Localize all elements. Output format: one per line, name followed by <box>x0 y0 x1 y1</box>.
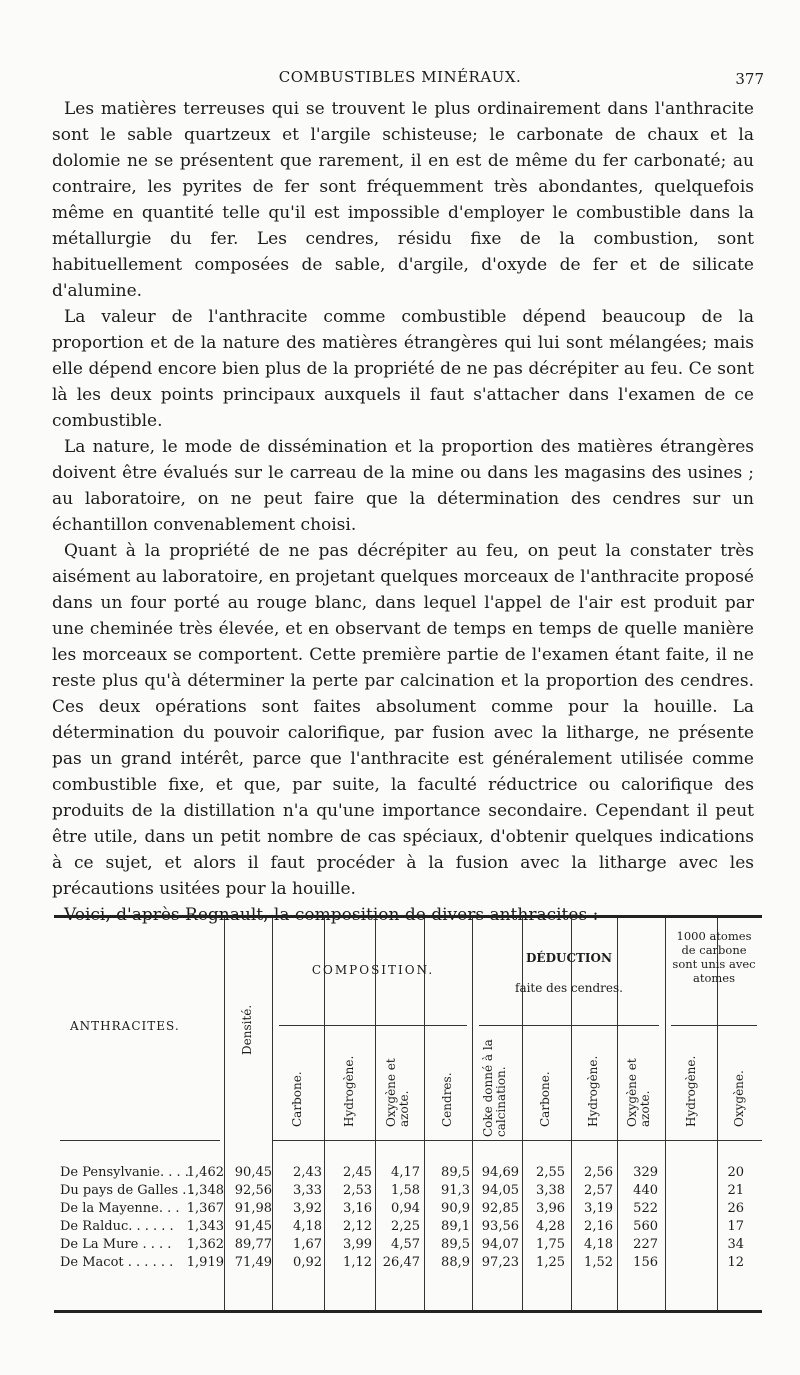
column-header-deduction-hydrogene: Hydrogène. <box>586 1055 600 1127</box>
cell-deduction-oxygene-azote: 2,56 <box>584 1165 613 1180</box>
cell-deduction-hydrogene: 3,96 <box>536 1201 565 1216</box>
cell-atomes-hydrogene: 329 <box>633 1165 658 1180</box>
table-row <box>54 1201 762 1218</box>
cell-deduction-carbone: 94,07 <box>481 1237 519 1252</box>
table-top-rule <box>54 915 762 918</box>
cell-coke: 89,1 <box>441 1219 470 1234</box>
column-header-anthracites: ANTHRACITES. <box>70 1019 180 1033</box>
cell-oxygene-azote: 2,45 <box>343 1165 372 1180</box>
cell-carbone: 91,45 <box>234 1219 272 1234</box>
cell-atomes-oxygene: 20 <box>727 1165 744 1180</box>
cell-coke: 88,9 <box>441 1255 470 1270</box>
cell-cendres: 4,57 <box>391 1237 420 1252</box>
group-rule <box>279 1025 467 1026</box>
cell-deduction-carbone: 93,56 <box>481 1219 519 1234</box>
row-name: De La Mure . . . . <box>60 1237 172 1252</box>
cell-atomes-oxygene: 17 <box>727 1219 744 1234</box>
cell-oxygene-azote: 2,53 <box>343 1183 372 1198</box>
paragraph: Quant à la propriété de ne pas décrépiter au feu, on peut la constater très aisément au laboratoire, en projetant quelques morceaux de l'anthracite proposé dans un four porté au rouge blanc, dans lequel l'appel de l'air est produit par une cheminée très élevée, et en observant de temps en temps de quelle manière les morceaux se comportent. Cette première partie de l'examen étant faite, il ne reste plus qu'à déterminer la perte par calcination et la proportion des cendres. Ces deux opérations sont faites absolument comme pour la houille. La détermination du pouvoir calorifique, par fusion avec la litharge, ne présente pas un grand intérêt, parce que l'anthracite est généralement utilisée comme combustible fixe, et que, par suite, la faculté réductrice ou calorifique des produits de la distillation n'a qu'une importance secondaire. Cependant il peut être utile, dans un petit nombre de cas spéciaux, d'obtenir quelques indications à ce sujet, et alors il faut procéder à la fusion avec la litharge avec les précautions usitées pour la houille. <box>52 541 754 899</box>
table-row <box>54 1219 762 1236</box>
table-row <box>54 1183 762 1200</box>
header-rule <box>272 1140 762 1141</box>
cell-atomes-hydrogene: 227 <box>633 1237 658 1252</box>
row-name: De Ralduc. . . . . . <box>60 1219 174 1234</box>
cell-hydrogene: 3,92 <box>293 1201 322 1216</box>
cell-deduction-hydrogene: 3,38 <box>536 1183 565 1198</box>
cell-cendres: 26,47 <box>382 1255 420 1270</box>
page-header <box>0 68 800 90</box>
group-header-atomes: 1000 atomes de carbone sont unis avec atomes <box>672 929 756 985</box>
cell-coke: 91,3 <box>441 1183 470 1198</box>
group-header-deduction-subtitle: faite des cendres. <box>515 981 623 995</box>
cell-atomes-hydrogene: 440 <box>633 1183 658 1198</box>
table-row <box>54 1165 762 1182</box>
cell-deduction-oxygene-azote: 3,19 <box>584 1201 613 1216</box>
cell-deduction-hydrogene: 1,25 <box>536 1255 565 1270</box>
column-header-coke: Coke donné à la calcination. <box>481 1039 508 1137</box>
cell-oxygene-azote: 1,12 <box>343 1255 372 1270</box>
running-title: COMBUSTIBLES MINÉRAUX. <box>278 68 522 86</box>
cell-atomes-hydrogene: 156 <box>633 1255 658 1270</box>
table-bottom-rule <box>54 1310 762 1313</box>
column-header-deduction-oxygene-azote: Oxygène et azote. <box>625 1058 652 1127</box>
header-rule <box>60 1140 220 1141</box>
cell-deduction-hydrogene: 1,75 <box>536 1237 565 1252</box>
paragraph: La nature, le mode de dissémination et la proportion des matières étrangères doivent être évalués sur le carreau de la mine ou dans les magasins des usines ; au laboratoire, on ne peut faire que la détermination des cendres sur un échantillon convenablement choisi. <box>52 437 754 535</box>
column-header-hydrogene: Hydrogène. <box>342 1055 356 1127</box>
row-name: De Macot . . . . . . <box>60 1255 174 1270</box>
cell-hydrogene: 0,92 <box>293 1255 322 1270</box>
cell-cendres: 0,94 <box>391 1201 420 1216</box>
cell-cendres: 4,17 <box>391 1165 420 1180</box>
cell-atomes-oxygene: 21 <box>727 1183 744 1198</box>
cell-coke: 90,9 <box>441 1201 470 1216</box>
column-header-deduction-carbone: Carbone. <box>538 1071 552 1127</box>
cell-deduction-oxygene-azote: 2,57 <box>584 1183 613 1198</box>
cell-deduction-carbone: 94,05 <box>481 1183 519 1198</box>
column-header-atomes-oxygene: Oxygène. <box>732 1070 746 1127</box>
group-rule <box>479 1025 659 1026</box>
cell-densite: 1,348 <box>186 1183 224 1198</box>
column-header-oxygene-azote: Oxygène et azote. <box>384 1058 411 1127</box>
cell-atomes-hydrogene: 560 <box>633 1219 658 1234</box>
group-header-deduction: DÉDUCTION <box>526 951 612 965</box>
row-name: De Pensylvanie. . . . <box>60 1165 189 1180</box>
cell-deduction-oxygene-azote: 4,18 <box>584 1237 613 1252</box>
column-header-atomes-hydrogene: Hydrogène. <box>684 1055 698 1127</box>
cell-deduction-oxygene-azote: 1,52 <box>584 1255 613 1270</box>
cell-coke: 89,5 <box>441 1237 470 1252</box>
cell-deduction-carbone: 97,23 <box>481 1255 519 1270</box>
cell-oxygene-azote: 3,99 <box>343 1237 372 1252</box>
anthracite-table <box>54 915 762 1313</box>
cell-atomes-oxygene: 26 <box>727 1201 744 1216</box>
column-header-cendres: Cendres. <box>440 1072 454 1127</box>
cell-carbone: 89,77 <box>234 1237 272 1252</box>
cell-deduction-hydrogene: 2,55 <box>536 1165 565 1180</box>
cell-densite: 1,362 <box>186 1237 224 1252</box>
cell-deduction-carbone: 92,85 <box>481 1201 519 1216</box>
group-rule <box>671 1025 757 1026</box>
cell-densite: 1,462 <box>186 1165 224 1180</box>
cell-atomes-hydrogene: 522 <box>633 1201 658 1216</box>
cell-carbone: 91,98 <box>234 1201 272 1216</box>
table-row <box>54 1237 762 1254</box>
cell-carbone: 71,49 <box>234 1255 272 1270</box>
column-header-densite: Densité. <box>240 1004 254 1055</box>
cell-deduction-oxygene-azote: 2,16 <box>584 1219 613 1234</box>
row-name: Du pays de Galles . . <box>60 1183 195 1198</box>
cell-cendres: 2,25 <box>391 1219 420 1234</box>
cell-cendres: 1,58 <box>391 1183 420 1198</box>
cell-carbone: 92,56 <box>234 1183 272 1198</box>
cell-densite: 1,343 <box>186 1219 224 1234</box>
cell-densite: 1,367 <box>186 1201 224 1216</box>
table-row <box>54 1255 762 1272</box>
cell-coke: 89,5 <box>441 1165 470 1180</box>
cell-atomes-oxygene: 12 <box>727 1255 744 1270</box>
page-number: 377 <box>735 70 764 88</box>
paragraph: Les matières terreuses qui se trouvent le plus ordinairement dans l'anthracite sont le sable quartzeux et l'argile schisteuse; le carbonate de chaux et la dolomie ne se présentent que rarement, il en est de même du fer carbonaté; au contraire, les pyrites de fer sont fréquemment très abondantes, quelquefois même en quantité telle qu'il est impossible d'employer le combustible dans la métallurgie du fer. Les cendres, résidu fixe de la combustion, sont habituellement composées de sable, d'argile, d'oxyde de fer et de silicate d'alumine. <box>52 99 754 301</box>
cell-hydrogene: 4,18 <box>293 1219 322 1234</box>
cell-atomes-oxygene: 34 <box>727 1237 744 1252</box>
paragraph: La valeur de l'anthracite comme combustible dépend beaucoup de la proportion et de la nature des matières étrangères qui lui sont mélangées; mais elle dépend encore bien plus de la propriété de ne pas décrépiter au feu. Ce sont là les deux points principaux auxquels il faut s'attacher dans l'examen de ce combustible. <box>52 307 754 431</box>
cell-deduction-hydrogene: 4,28 <box>536 1219 565 1234</box>
row-name: De la Mayenne. . . <box>60 1201 180 1216</box>
cell-hydrogene: 2,43 <box>293 1165 322 1180</box>
cell-densite: 1,919 <box>186 1255 224 1270</box>
cell-oxygene-azote: 2,12 <box>343 1219 372 1234</box>
cell-deduction-carbone: 94,69 <box>481 1165 519 1180</box>
cell-oxygene-azote: 3,16 <box>343 1201 372 1216</box>
column-header-carbone: Carbone. <box>290 1071 304 1127</box>
group-header-composition: COMPOSITION. <box>311 963 435 977</box>
body-text <box>52 96 754 928</box>
cell-carbone: 90,45 <box>234 1165 272 1180</box>
cell-hydrogene: 1,67 <box>293 1237 322 1252</box>
cell-hydrogene: 3,33 <box>293 1183 322 1198</box>
